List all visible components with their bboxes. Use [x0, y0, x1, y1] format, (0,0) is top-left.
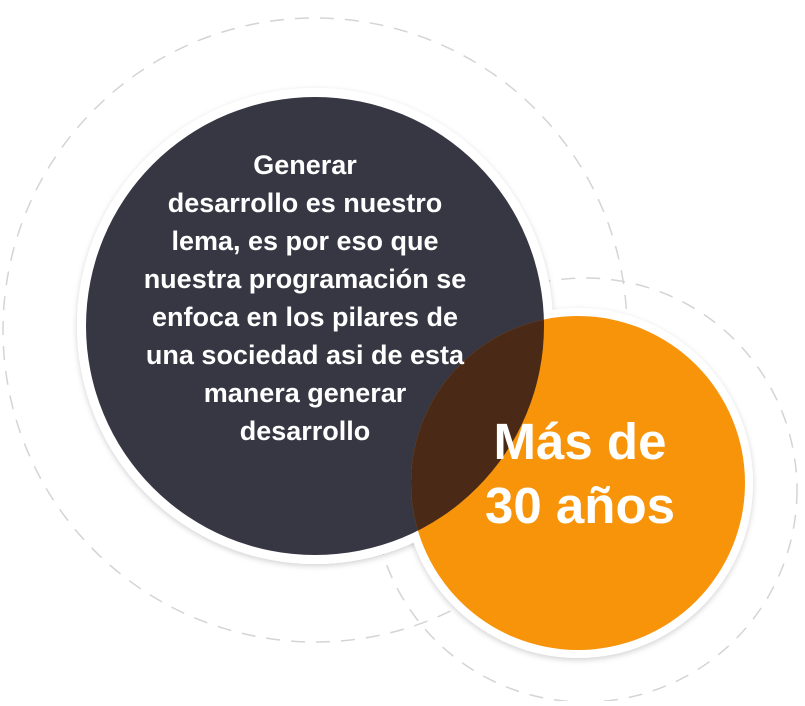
years-highlight [420, 410, 740, 538]
mission-line-8: desarrollo [239, 416, 371, 446]
mission-line-6: una sociedad asi de esta [145, 340, 465, 370]
mission-line-2: desarrollo es nuestro [167, 188, 443, 218]
mission-line-7: manera generar [203, 378, 407, 408]
years-line-1: Más de [493, 413, 667, 470]
mission-line-4: nuestra programación se [143, 264, 467, 294]
mission-line-1: Generar [253, 150, 357, 180]
mission-statement [95, 146, 515, 450]
years-line-2: 30 años [485, 477, 675, 534]
mission-line-5: enfoca en los pilares de [151, 302, 459, 332]
mission-line-3: lema, es por eso que [171, 226, 439, 256]
